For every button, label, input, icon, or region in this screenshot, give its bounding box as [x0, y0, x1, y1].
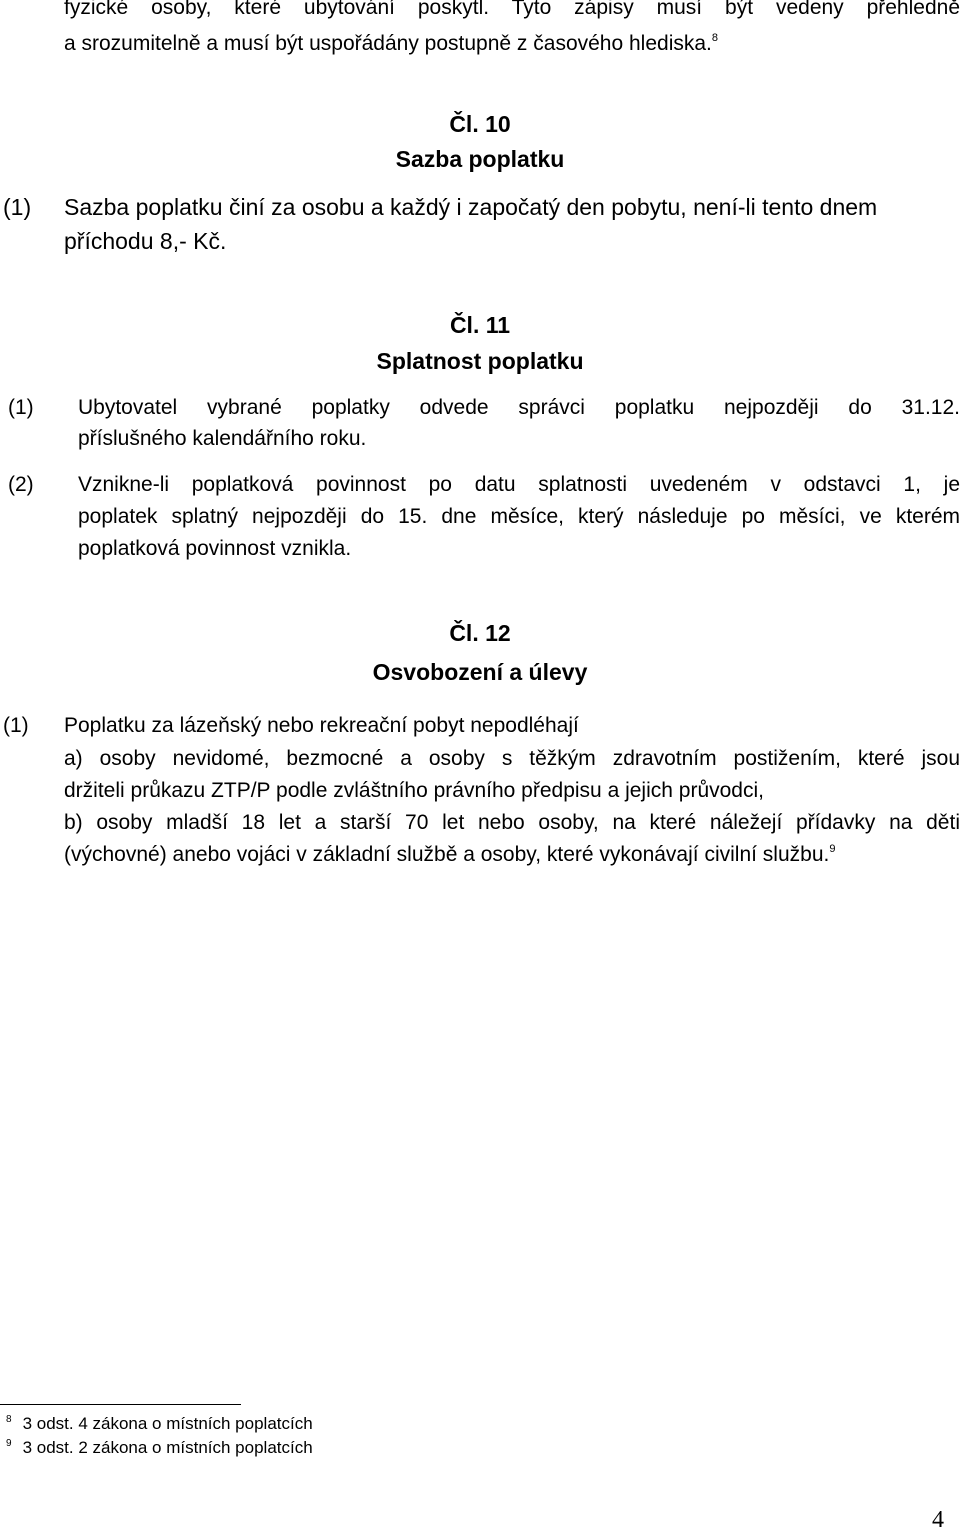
article-11-p1-number: (1) [8, 396, 34, 419]
intro-line-1: fyzické osoby, které ubytování poskytl. Tyto zápisy musí být vedeny přehledně [64, 0, 960, 19]
article-12-a-line-1: a) osoby nevidomé, bezmocné a osoby s těžkým zdravotním postižením, které jsou [64, 747, 960, 770]
footnote-9 [6, 1439, 313, 1456]
footnote-9-text: 3 odst. 2 zákona o místních poplatcích [22, 1438, 313, 1457]
article-12-title: Osvobození a úlevy [372, 659, 588, 685]
article-10-number: Čl. 10 [449, 111, 511, 137]
footnote-8 [6, 1415, 313, 1432]
article-12-a-line-2: držiteli průkazu ZTP/P podle zvláštního právního předpisu a jejich průvodci, [64, 779, 764, 802]
article-12-p1-line-1: Poplatku za lázeňský nebo rekreační pobyt nepodléhají [64, 714, 579, 737]
footnote-ref-8: 8 [711, 32, 718, 44]
article-10-title: Sazba poplatku [395, 146, 565, 172]
article-12-b-line-2 [64, 844, 835, 865]
article-11-p2-line-2: poplatek splatný nejpozději do 15. dne měsíce, který následuje po měsíci, ve kterém [78, 505, 960, 528]
article-11-p2-line-1: Vznikne-li poplatková povinnost po datu splatnosti uvedeném v odstavci 1, je [78, 473, 960, 496]
footnote-8-mark: 8 [6, 1414, 12, 1425]
article-12-b-line-2-text: (výchovné) anebo vojáci v základní službě a osoby, které vykonávají civilní službu. [64, 843, 830, 866]
article-10-p1-line-1: Sazba poplatku činí za osobu a každý i započatý den pobytu, není-li tento dnem [64, 194, 878, 220]
footnote-9-mark: 9 [6, 1438, 12, 1449]
article-11-title: Splatnost poplatku [376, 348, 584, 374]
article-12-p1-number: (1) [3, 714, 29, 737]
article-10-p1-number: (1) [3, 194, 32, 220]
intro-line-2 [64, 33, 718, 54]
article-11-number: Čl. 11 [449, 312, 511, 338]
page-number: 4 [932, 1507, 944, 1533]
article-12-number: Čl. 12 [449, 620, 511, 646]
article-12-b-line-1: b) osoby mladší 18 let a starší 70 let nebo osoby, na které náležejí přídavky na děti [64, 811, 960, 834]
article-11-p1-line-1: Ubytovatel vybrané poplatky odvede správci poplatku nejpozději do 31.12. [78, 396, 960, 419]
intro-line-2-text: a srozumitelně a musí být uspořádány postupně z časového hlediska. [64, 32, 712, 55]
footnote-ref-9: 9 [829, 843, 836, 855]
article-10-p1-line-2: příchodu 8,- Kč. [64, 228, 227, 254]
article-11-p2-number: (2) [8, 473, 34, 496]
footnote-separator [0, 1404, 241, 1405]
article-11-p1-line-2: příslušného kalendářního roku. [78, 427, 367, 450]
footnote-8-text: 3 odst. 4 zákona o místních poplatcích [22, 1414, 313, 1433]
article-11-p2-line-3: poplatková povinnost vznikla. [78, 537, 352, 560]
